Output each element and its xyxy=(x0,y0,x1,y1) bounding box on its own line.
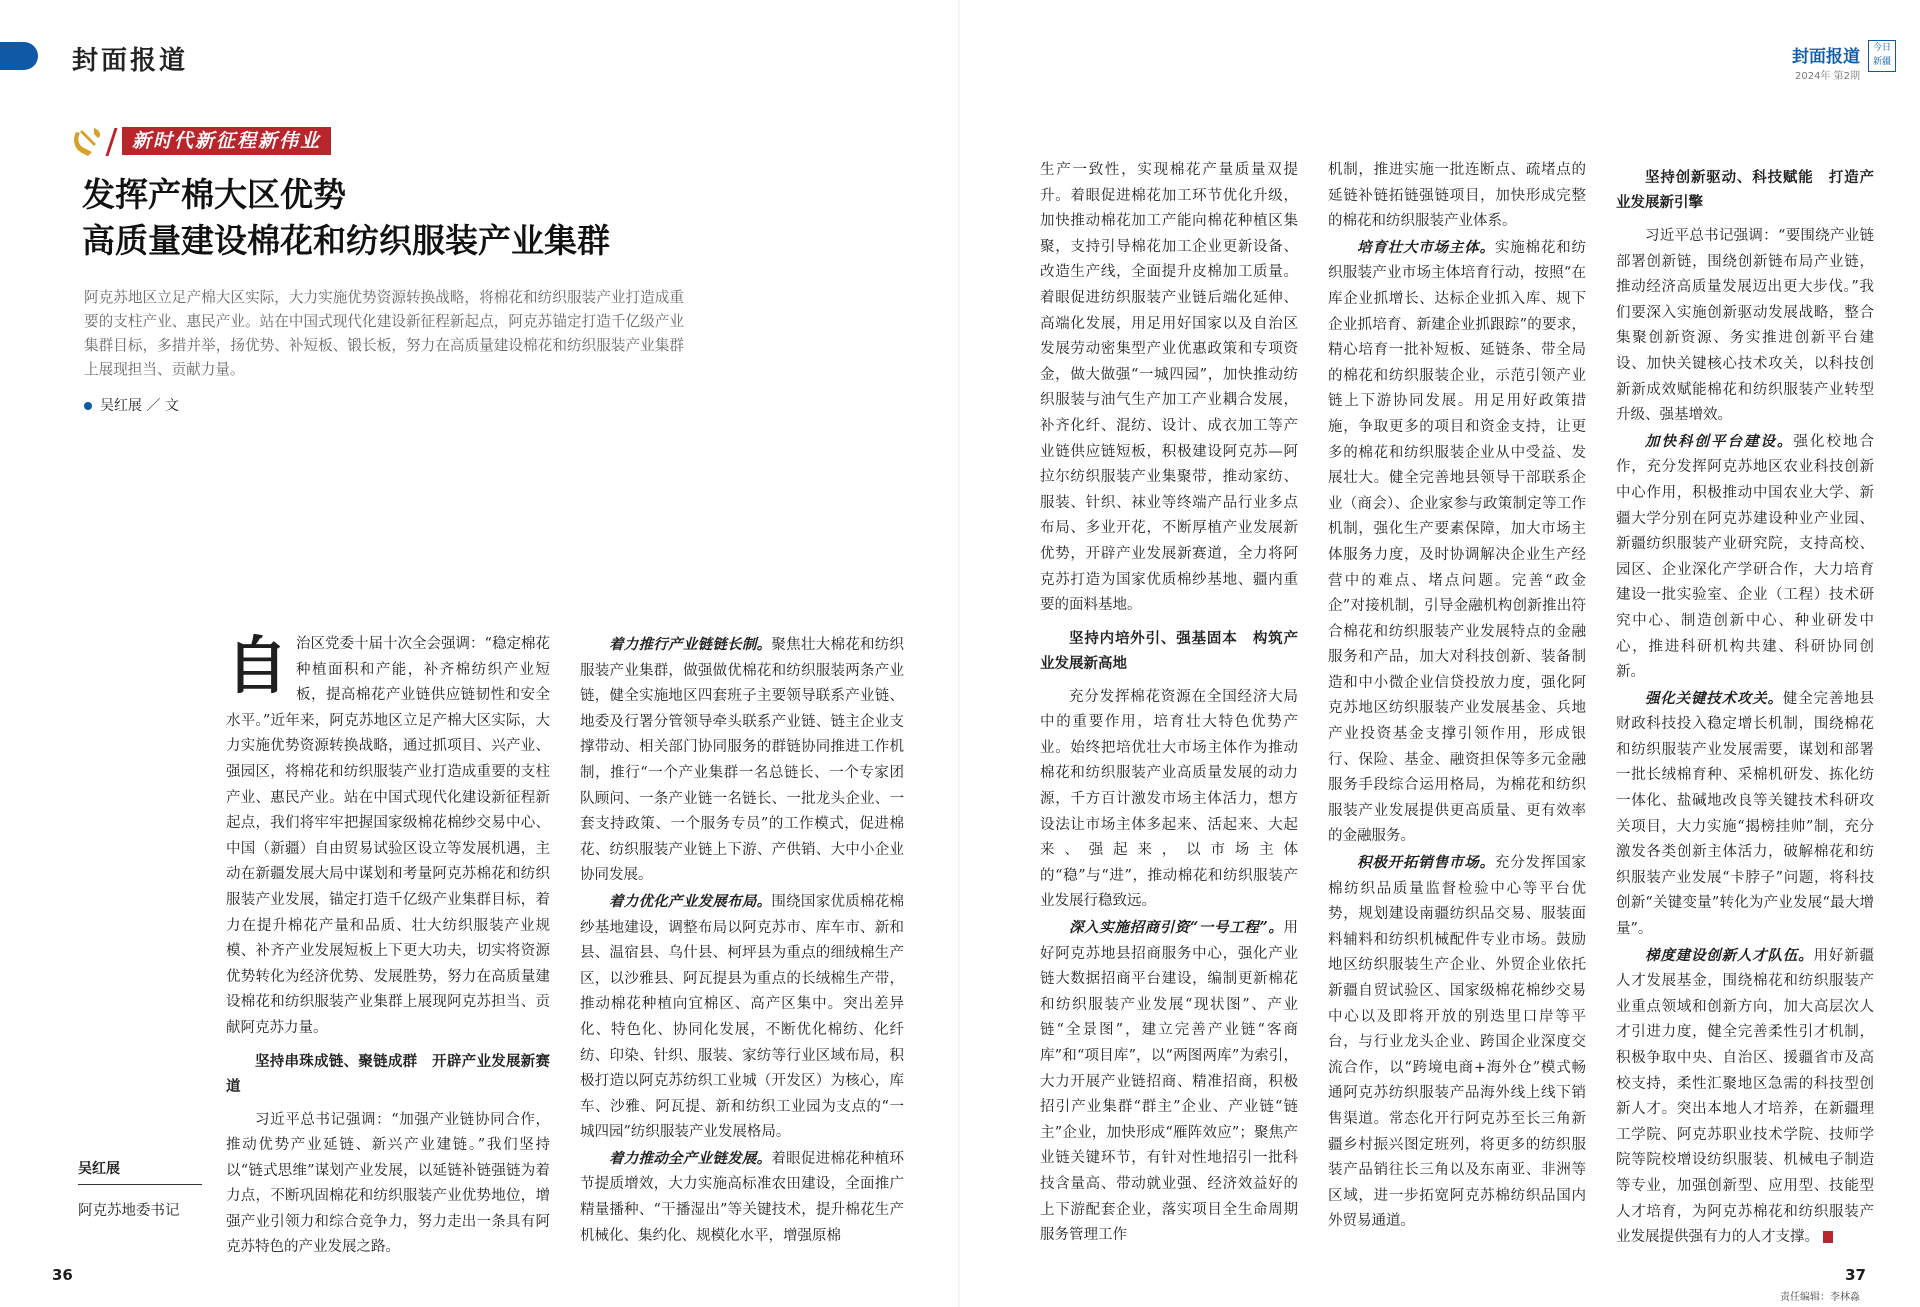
text-column-1 xyxy=(226,629,550,1261)
ribbon-slash xyxy=(105,128,117,156)
paragraph: 生产一致性，实现棉花产量质量双提升。着眼促进棉花加工环节优化升级，加快推动棉花加工产能向棉花种植区集聚，支持引导棉花加工企业更新设备、改造生产线，全面提升皮棉加工质量。着眼促进纺织服装产业链后端化延伸、高端化发展，用足用好国家以及自治区发展劳动密集型产业优惠政策和专项资金，做大做强“一城四园”，加快推动纺织服装与油气生产加工产业耦合发展，补齐化纤、混纺、设计、成衣加工等产业链供应链短板，积极建设阿克苏—阿拉尔纺织服装产业集聚带，推动家纺、服装、针织、袜业等终端产品行业多点布局、多业开花，不断厚植产业发展新优势，开辟产业发展新赛道，全力将阿克苏打造为国家优质棉纱基地、疆内重要的面料基地。 xyxy=(1040,162,1298,614)
paragraph-text: 围绕国家优质棉花棉纱基地建设，调整布局以阿克苏市、库车市、新和县、温宿县、乌什县、柯坪县为重点的细绒棉生产区，以沙雅县、阿瓦提县为重点的长绒棉生产带，推动棉花种植向宜棉区、高产区集中。突出差异化、特色化、协同化发展，不断优化棉纺、化纤纺、印染、针织、服装、家纺等行业区域布局，积极打造以阿克苏纺织工业城（开发区）为核心，库车、沙雅、阿瓦提、新和纺织工业园为支点的“一城四园”纺织服装产业发展格局。 xyxy=(580,893,905,1141)
page-number-right: 37 xyxy=(1845,1266,1866,1284)
run-in-heading: 积极开拓销售市场。 xyxy=(1357,854,1495,872)
paragraph-text: 用好新疆人才发展基金，围绕棉花和纺织服装产业重点领域和创新方向，加大高层次人才引进力度，健全完善柔性引才机制，积极争取中央、自治区、援疆省市及高校支持，柔性汇聚地区急需的科技型创新人才。突出本地人才培养，在新疆理工学院、阿克苏职业技术学院、技师学院等院校增设纺织服装、机械电子制造等专业，加强创新型、应用型、技能型人才培育，为阿克苏棉花和纺织服装产业发展提供强有力的人才支撑。 xyxy=(1616,947,1875,1246)
paragraph xyxy=(1040,915,1298,1249)
paragraph-text: 治区党委十届十次全会强调：“稳定棉花种植面积和产能，补齐棉纺织产业短板，提高棉花产业链供应链韧性和安全水平。”近年来，阿克苏地区立足产棉大区实际，大力实施优势资源转换战略，通过抓项目、兴产业、强园区，将棉花和纺织服装产业打造成重要的支柱产业、惠民产业。站在中国式现代化建设新征程新起点，我们将牢牢把握国家级棉花棉纱交易中心、中国（新疆）自由贸易试验区设立等发展机遇，主动在新疆发展大局中谋划和考量阿克苏棉花和纺织服装产业发展，锚定打造千亿级产业集群目标，着力在提升棉花产量和品质、壮大纺织服装产业规模、补齐产业发展短板上下更大功夫，切实将资源优势转化为经济优势、发展胜势，努力在高质量建设棉花和纺织服装产业集群上展现阿克苏担当、贡献阿克苏力量。 xyxy=(226,636,550,1036)
paragraph xyxy=(1616,943,1874,1251)
editor-credit: 责任编辑：李林淼 xyxy=(1780,1292,1860,1303)
paragraph-text: 充分发挥国家棉纺织品质量监督检验中心等平台优势，规划建设南疆纺织品交易、服装面料辅料和纺织机械配件专业市场。鼓励地区纺织服装生产企业、外贸企业依托新疆自贸试验区、国家级棉花棉纱交易中心以及即将开放的别迭里口岸等平台，与行业龙头企业、跨国企业深度交流合作，以“跨境电商+海外仓”模式畅通阿克苏纺织服装产品海外线上线下销售渠道。常态化开行阿克苏至长三角新疆乡村振兴图定班列，将更多的纺织服装产品销往长三角以及东南亚、非洲等区域，进一步拓宽阿克苏棉纺织品国内外贸易通道。 xyxy=(1328,855,1587,1230)
author-role: 阿克苏地委书记 xyxy=(78,1203,180,1219)
section-tab-marker xyxy=(0,42,38,70)
run-in-heading: 强化关键技术攻关。 xyxy=(1645,689,1783,707)
byline-dot-icon xyxy=(84,402,92,410)
run-in-heading: 梯度建设创新人才队伍。 xyxy=(1645,946,1814,964)
run-in-heading: 着力优化产业发展布局。 xyxy=(609,892,772,910)
paragraph xyxy=(1616,686,1874,943)
article-headline xyxy=(82,172,722,264)
byline xyxy=(84,395,179,415)
author-box xyxy=(78,1158,202,1220)
issue-number: 2024年 第2期 xyxy=(1795,71,1860,82)
headline-line-2: 高质量建设棉花和纺织服装产业集群 xyxy=(82,221,610,260)
paragraph: 习近平总书记强调：“要围绕产业链部署创新链，围绕创新链布局产业链，推动经济高质量发展迈出更大步伐。”我们要深入实施创新驱动发展战略，整合集聚创新资源、务实推进创新平台建设、加快关键核心技术攻关，以科技创新新成效赋能棉花和纺织服装产业转型升级、强基增效。 xyxy=(1616,228,1874,424)
paragraph xyxy=(580,632,904,889)
paragraph: 习近平总书记强调：“加强产业链协同合作，推动优势产业延链、新兴产业建链。”我们坚持以“链式思维”谋划产业发展，以延链补链强链为着力点，不断巩固棉花和纺织服装产业优势地位，增强产业引领力和综合竞争力，努力走出一条具有阿克苏特色的产业发展之路。 xyxy=(226,1111,550,1256)
paragraph-text: 用好阿克苏地县招商服务中心，强化产业链大数据招商平台建设，编制更新棉花和纺织服装产业发展“现状图”、产业链“全景图”，建立完善产业链“客商库”和“项目库”，以“两图两库”为索引，大力开展产业链招商、精准招商，积极招引产业集群“群主”企业、产业链“链主”企业，加快形成“雁阵效应”；聚焦产业链关键环节，有针对性地招引一批科技含量高、带动就业强、经济效益好的上下游配套企业，落实项目全生命周期服务管理工作 xyxy=(1040,920,1298,1244)
headline-line-1: 发挥产棉大区优势 xyxy=(82,175,346,214)
paragraph xyxy=(1616,429,1874,686)
section-heading: 坚持串珠成链、聚链成群 开辟产业发展新赛道 xyxy=(226,1053,550,1095)
paragraph-text: 实施棉花和纺织服装产业市场主体培育行动，按照“在库企业抓增长、达标企业抓入库、规下企业抓培育、新建企业抓跟踪”的要求，精心培育一批补短板、延链条、带全局的棉花和纺织服装企业，示范引领产业链上下游协同发展。用足用好政策措施，争取更多的项目和资金支持，让更多的棉花和纺织服装企业从中受益、发展壮大。健全完善地县领导干部联系企业（商会）、企业家参与政策制定等工作机制，强化生产要素保障，加大市场主体服务力度，及时协调解决企业生产经营中的难点、堵点问题。完善“政金企”对接机制，引导金融机构创新推出符合棉花和纺织服装产业发展特点的金融服务和产品，加大对科技创新、装备制造和中小微企业信贷投放力度，强化阿克苏地区纺织服装产业发展基金、兵地产业投资基金支撑引领作用，形成银行、保险、基金、融资担保等多元金融服务手段综合运用格局，为棉花和纺织服装产业发展提供更高质量、更有效率的金融服务。 xyxy=(1328,239,1587,845)
paragraph-text: 着眼促进棉花种植环节提质增效，大力实施高标准农田建设，全面推广精量播种、“干播湿出”等关键技术，提升棉花生产机械化、集约化、规模化水平，增强原棉 xyxy=(580,1150,905,1244)
right-header-brand xyxy=(1792,42,1860,82)
run-in-heading: 加快科创平台建设。 xyxy=(1645,432,1794,450)
byline-text: 吴红展 ／ 文 xyxy=(100,398,179,414)
run-in-heading: 培育壮大市场主体。 xyxy=(1357,238,1495,256)
article-lead: 阿克苏地区立足产棉大区实际，大力实施优势资源转换战略，将棉花和纺织服装产业打造成重要的支柱产业、惠民产业。站在中国式现代化建设新征程新起点，阿克苏锚定打造千亿级产业集群目标，多措并举，扬优势、补短板、锻长板，努力在高质量建设棉花和纺织服装产业集群上展现担当、贡献力量。 xyxy=(84,289,684,378)
paragraph xyxy=(580,1146,904,1249)
magazine-logo-box: 今日新疆 xyxy=(1868,40,1896,72)
party-emblem-icon xyxy=(70,126,104,158)
section-heading: 坚持创新驱动、科技赋能 打造产业发展新引擎 xyxy=(1616,170,1874,211)
page-number-left: 36 xyxy=(52,1266,73,1284)
section-heading: 坚持内培外引、强基固本 构筑产业发展新高地 xyxy=(1040,630,1298,672)
run-in-heading: 深入实施招商引资“一号工程”。 xyxy=(1069,919,1284,937)
author-name: 吴红展 xyxy=(78,1158,202,1185)
paragraph xyxy=(226,629,550,1042)
left-section-title: 封面报道 xyxy=(72,46,189,76)
text-column-2 xyxy=(580,632,904,1249)
paragraph-text: 健全完善地县财政科技投入稳定增长机制，围绕棉花和纺织服装产业发展需要，谋划和部署一批长绒棉育种、采棉机研发、拣化纺一体化、盐碱地改良等关键技术科研攻关项目，大力实施“揭榜挂帅”制，充分激发各类创新主体活力，破解棉花和纺织服装产业发展“卡脖子”问题，将科技创新“关键变量”转化为产业发展“最大增量”。 xyxy=(1616,690,1875,938)
right-section-title: 封面报道 xyxy=(1792,47,1860,67)
end-mark-icon xyxy=(1823,1231,1833,1243)
run-in-heading: 着力推动全产业链发展。 xyxy=(609,1149,772,1167)
text-column-4 xyxy=(1328,158,1586,1235)
paragraph: 充分发挥棉花资源在全国经济大局中的重要作用，培育壮大特色优势产业。始终把培优壮大市场主体作为推动棉花和纺织服装产业高质量发展的动力源，千方百计激发市场主体活力，想方设法让市场主体多起来、活起来、大起来、强起来，以市场主体的“稳”与“进”，推动棉花和纺织服装产业发展行稳致远。 xyxy=(1040,688,1298,910)
drop-cap: 自 xyxy=(226,629,289,702)
column-tag: 新时代新征程新伟业 xyxy=(122,127,331,155)
paragraph: 机制，推进实施一批连断点、疏堵点的延链补链拓链强链项目，加快形成完整的棉花和纺织服装产业体系。 xyxy=(1328,162,1586,230)
paragraph-text: 强化校地合作，充分发挥阿克苏地区农业科技创新中心作用，积极推动中国农业大学、新疆大学分别在阿克苏建设种业产业园、新疆纺织服装产业研究院，支持高校、园区、企业深化产学研合作，大力培育建设一批实验室、企业（工程）技术研究中心、制造创新中心、种业研发中心，推进科研机构共建、科研协同创新。 xyxy=(1616,433,1874,681)
page-gutter xyxy=(958,0,960,1307)
paragraph xyxy=(1328,850,1586,1235)
paragraph-text: 聚焦壮大棉花和纺织服装产业集群，做强做优棉花和纺织服装两条产业链，健全实施地区四套班子主要领导联系产业链、地委及行署分管领导牵头联系产业链、链主企业支撑带动、相关部门协同服务的群链协同推进工作机制，推行“一个产业集群一名总链长、一个专家团队顾问、一条产业链一名链长、一批龙头企业、一套支持政策、一个服务专员”的工作模式，促进棉花、纺织服装产业链上下游、产供销、大中小企业协同发展。 xyxy=(580,637,905,884)
text-column-3 xyxy=(1040,158,1298,1249)
text-column-5 xyxy=(1616,158,1874,1251)
paragraph xyxy=(1328,235,1586,850)
paragraph xyxy=(580,889,904,1146)
run-in-heading: 着力推行产业链链长制。 xyxy=(609,636,772,653)
